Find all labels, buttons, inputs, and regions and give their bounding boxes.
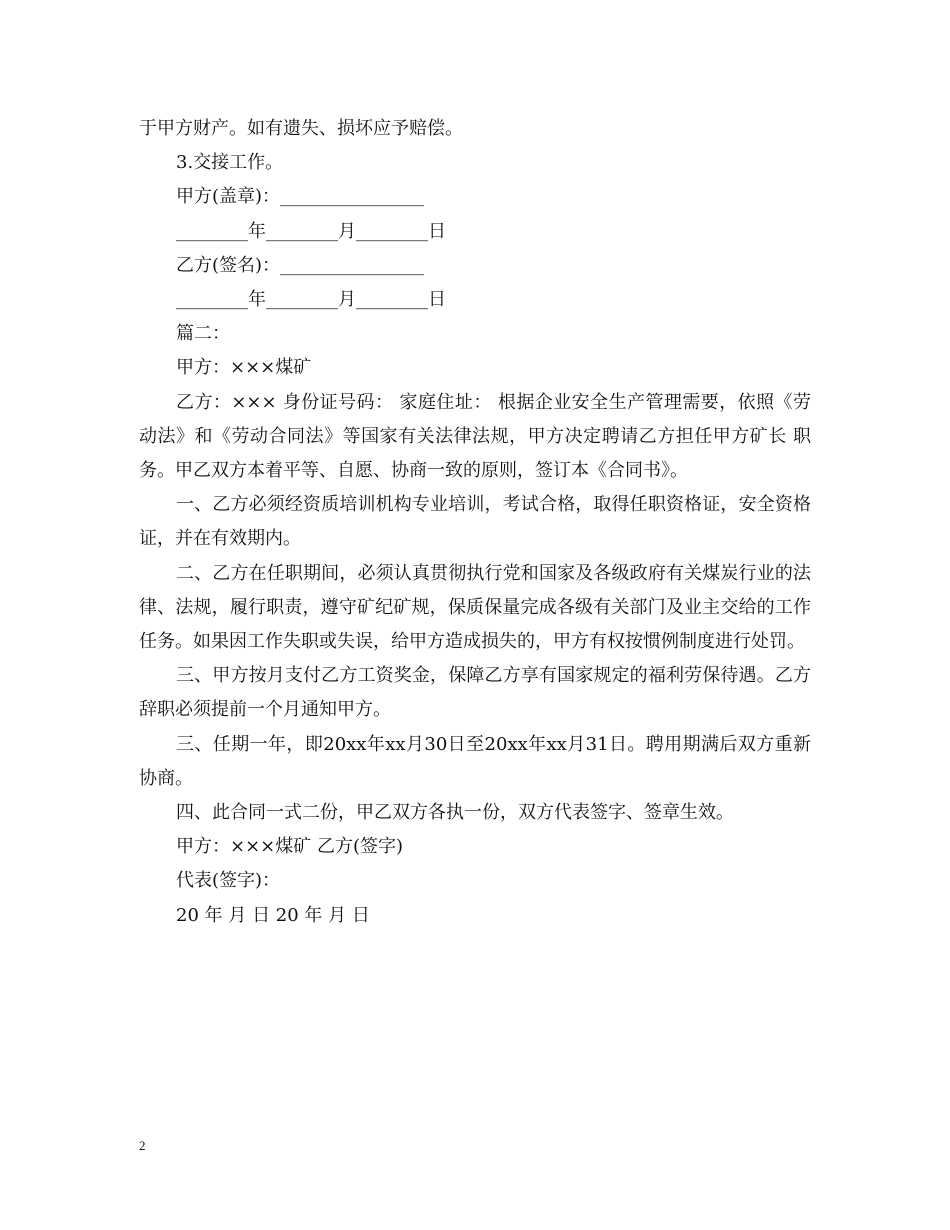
paragraph: 乙方：××× 身份证号码： 家庭住址： 根据企业安全生产管理需要，依照《劳动法》和《劳动合同法》等国家有关法律法规，甲方决定聘请乙方担任甲方矿长 职务。甲乙双方本着平等、自愿、协商一致的原则，签订本《合同书》。 [139, 391, 811, 481]
date-line: 20 年 月 日 20 年 月 日 [176, 904, 370, 926]
paragraph: 三、甲方按月支付乙方工资奖金，保障乙方享有国家规定的福利劳保待遇。乙方辞职必须提前一个月通知甲方。 [139, 665, 811, 721]
representative-line: 代表(签字)： [176, 870, 281, 892]
party-b-sign-line: 乙方(签名)：________________ [176, 254, 425, 276]
text-line: 3.交接工作。 [176, 152, 284, 174]
paragraph: 三、任期一年，即20xx年xx月30日至20xx年xx月31日。聘用期满后双方重新协商。 [139, 733, 811, 789]
party-a-line: 甲方：×××煤矿 [176, 357, 312, 379]
page-number: 2 [139, 1138, 146, 1153]
document-body [139, 112, 811, 933]
party-a-seal-line: 甲方(盖章)：________________ [176, 186, 425, 208]
paragraph: 二、乙方在任职期间，必须认真贯彻执行党和国家及各级政府有关煤炭行业的法律、法规，履行职责，遵守矿纪矿规，保质保量完成各级有关部门及业主交给的工作任务。如果因工作失职或失误，给甲方造成损失的，甲方有权按惯例制度进行处罚。 [139, 562, 811, 652]
paragraph: 一、乙方必须经资质培训机构专业培训，考试合格，取得任职资格证，安全资格证，并在有效期内。 [139, 494, 811, 550]
text-line: 于甲方财产。如有遗失、损坏应予赔偿。 [139, 118, 463, 139]
date-line: ________年________月________日 [176, 288, 446, 310]
text-line: 四、此合同一式二份，甲乙双方各执一份，双方代表签字、签章生效。 [176, 801, 734, 823]
section-heading: 篇二： [176, 323, 230, 345]
date-line: ________年________月________日 [176, 220, 446, 242]
signature-parties-line: 甲方：×××煤矿 乙方(签字) [176, 836, 404, 858]
